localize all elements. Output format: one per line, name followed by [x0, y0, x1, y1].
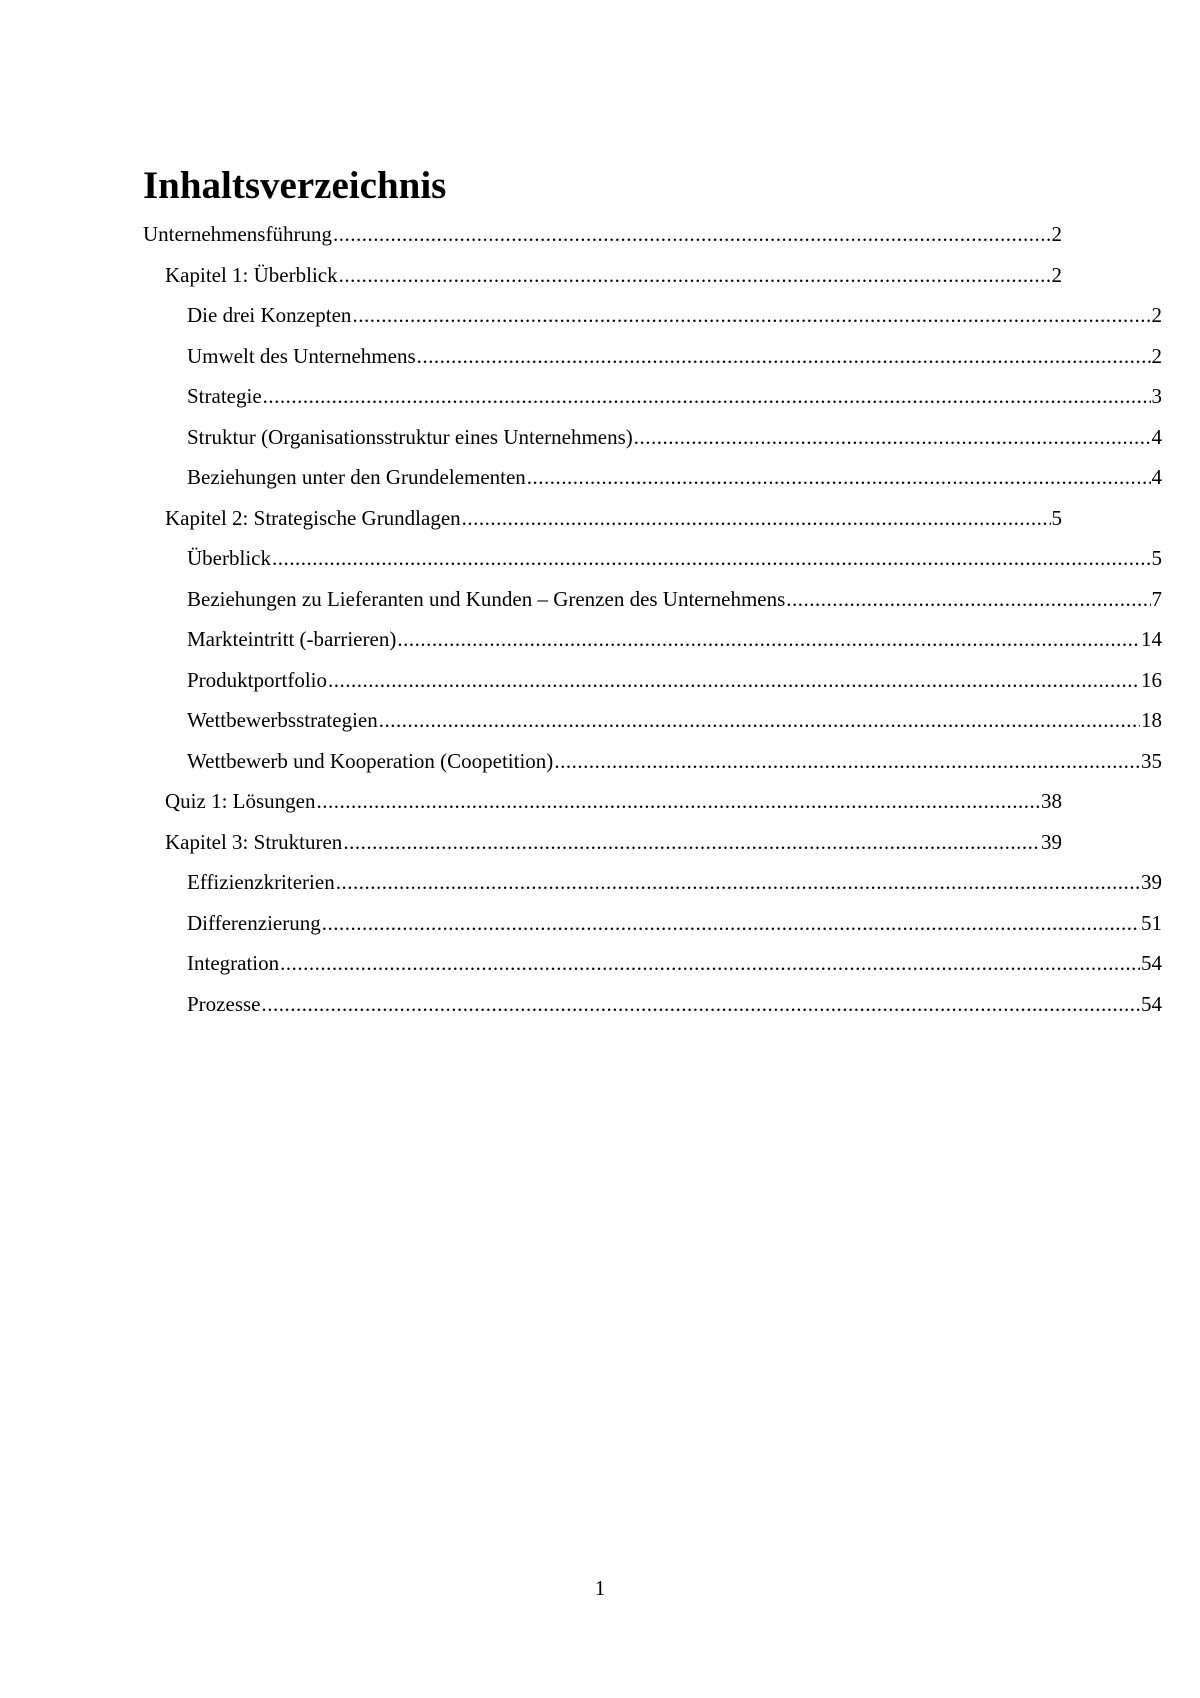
- toc-leader: [554, 741, 1140, 782]
- toc-entry-page: 5: [1051, 505, 1062, 530]
- toc-leader: [339, 255, 1051, 296]
- toc-entry[interactable]: [143, 336, 1162, 377]
- toc-entry-page: 39: [1041, 829, 1062, 854]
- toc-leader: [280, 943, 1140, 984]
- toc-leader: [352, 295, 1150, 336]
- toc-entry-text: Integration: [187, 951, 280, 975]
- toc-leader: [272, 538, 1151, 579]
- toc-entry-text: Überblick: [187, 546, 271, 570]
- toc-entry-text: Kapitel 1: Überblick: [165, 262, 338, 287]
- toc-entry[interactable]: [143, 781, 1143, 822]
- toc-entry-page: 2: [1051, 262, 1062, 287]
- toc-entry-text: Umwelt des Unternehmens: [187, 343, 416, 368]
- toc-entry-text: Differenzierung: [187, 910, 321, 935]
- toc-entry-text: Effizienzkriterien: [187, 870, 335, 894]
- toc-entry[interactable]: [143, 579, 1162, 620]
- toc-entry[interactable]: [143, 984, 1162, 1025]
- toc-entry-page: 54: [1141, 951, 1162, 975]
- toc-entry-text: Struktur (Organisationsstruktur eines Unternehmens): [187, 424, 633, 449]
- toc-entry-page: 16: [1141, 667, 1162, 692]
- toc-entry[interactable]: [143, 376, 1162, 417]
- toc-entry-page: 35: [1141, 748, 1162, 773]
- toc-leader: [336, 862, 1140, 903]
- toc-leader: [634, 417, 1151, 458]
- toc-entry-page: 18: [1141, 708, 1162, 732]
- toc-leader: [462, 498, 1051, 539]
- toc-entry[interactable]: [143, 295, 1162, 336]
- toc-entry-text: Kapitel 2: Strategische Grundlagen: [165, 505, 461, 530]
- toc-entry[interactable]: [143, 862, 1162, 903]
- toc-leader: [328, 660, 1140, 701]
- toc-entry[interactable]: [143, 903, 1162, 944]
- toc-entry[interactable]: [143, 214, 1143, 255]
- toc-leader: [263, 376, 1151, 417]
- toc-entry[interactable]: [143, 457, 1162, 498]
- table-of-contents: [143, 214, 1162, 1024]
- toc-entry-text: Prozesse: [187, 991, 261, 1016]
- toc-entry-page: 4: [1151, 424, 1162, 449]
- toc-entry-page: 7: [1151, 586, 1162, 611]
- toc-entry-text: Beziehungen zu Lieferanten und Kunden – Grenzen des Unternehmens: [187, 586, 786, 611]
- toc-entry-text: Unternehmensführung: [143, 222, 332, 246]
- toc-entry[interactable]: [143, 741, 1162, 782]
- toc-entry-text: Markteintritt (-barrieren): [187, 627, 397, 651]
- toc-entry[interactable]: [143, 660, 1162, 701]
- toc-entry-page: 4: [1151, 465, 1162, 489]
- toc-leader: [322, 903, 1140, 944]
- toc-entry-page: 54: [1141, 991, 1162, 1016]
- page-number: 1: [594, 1576, 606, 1600]
- toc-entry-text: Wettbewerb und Kooperation (Coopetition): [187, 748, 554, 773]
- toc-entry-page: 2: [1051, 222, 1062, 246]
- toc-entry-text: Kapitel 3: Strukturen: [165, 829, 343, 854]
- toc-leader: [397, 619, 1140, 660]
- toc-entry[interactable]: [143, 498, 1143, 539]
- toc-entry-text: Beziehungen unter den Grundelementen: [187, 465, 526, 489]
- toc-leader: [343, 822, 1040, 863]
- toc-entry-text: Produktportfolio: [187, 667, 327, 692]
- toc-entry-page: 2: [1151, 343, 1162, 368]
- toc-entry-text: Quiz 1: Lösungen: [165, 789, 316, 813]
- toc-entry-text: Strategie: [187, 384, 262, 408]
- toc-leader: [261, 984, 1140, 1025]
- toc-entry-page: 39: [1141, 870, 1162, 894]
- toc-entry-page: 5: [1151, 546, 1162, 570]
- toc-entry[interactable]: [143, 700, 1162, 741]
- toc-title: Inhaltsverzeichnis: [143, 164, 447, 207]
- toc-leader: [316, 781, 1040, 822]
- toc-entry[interactable]: [143, 255, 1143, 296]
- toc-leader: [527, 457, 1151, 498]
- toc-entry-page: 3: [1151, 384, 1162, 408]
- toc-entry-page: 2: [1151, 303, 1162, 327]
- toc-entry[interactable]: [143, 943, 1162, 984]
- toc-entry[interactable]: [143, 619, 1162, 660]
- toc-entry-page: 38: [1041, 789, 1062, 813]
- toc-entry[interactable]: [143, 417, 1162, 458]
- toc-leader: [417, 336, 1151, 377]
- toc-leader: [379, 700, 1140, 741]
- toc-leader: [333, 214, 1051, 255]
- toc-entry[interactable]: [143, 822, 1143, 863]
- toc-leader: [786, 579, 1150, 620]
- toc-entry-page: 51: [1141, 910, 1162, 935]
- toc-entry-text: Wettbewerbsstrategien: [187, 708, 378, 732]
- toc-entry-text: Die drei Konzepten: [187, 303, 352, 327]
- toc-entry-page: 14: [1141, 627, 1162, 651]
- toc-entry[interactable]: [143, 538, 1162, 579]
